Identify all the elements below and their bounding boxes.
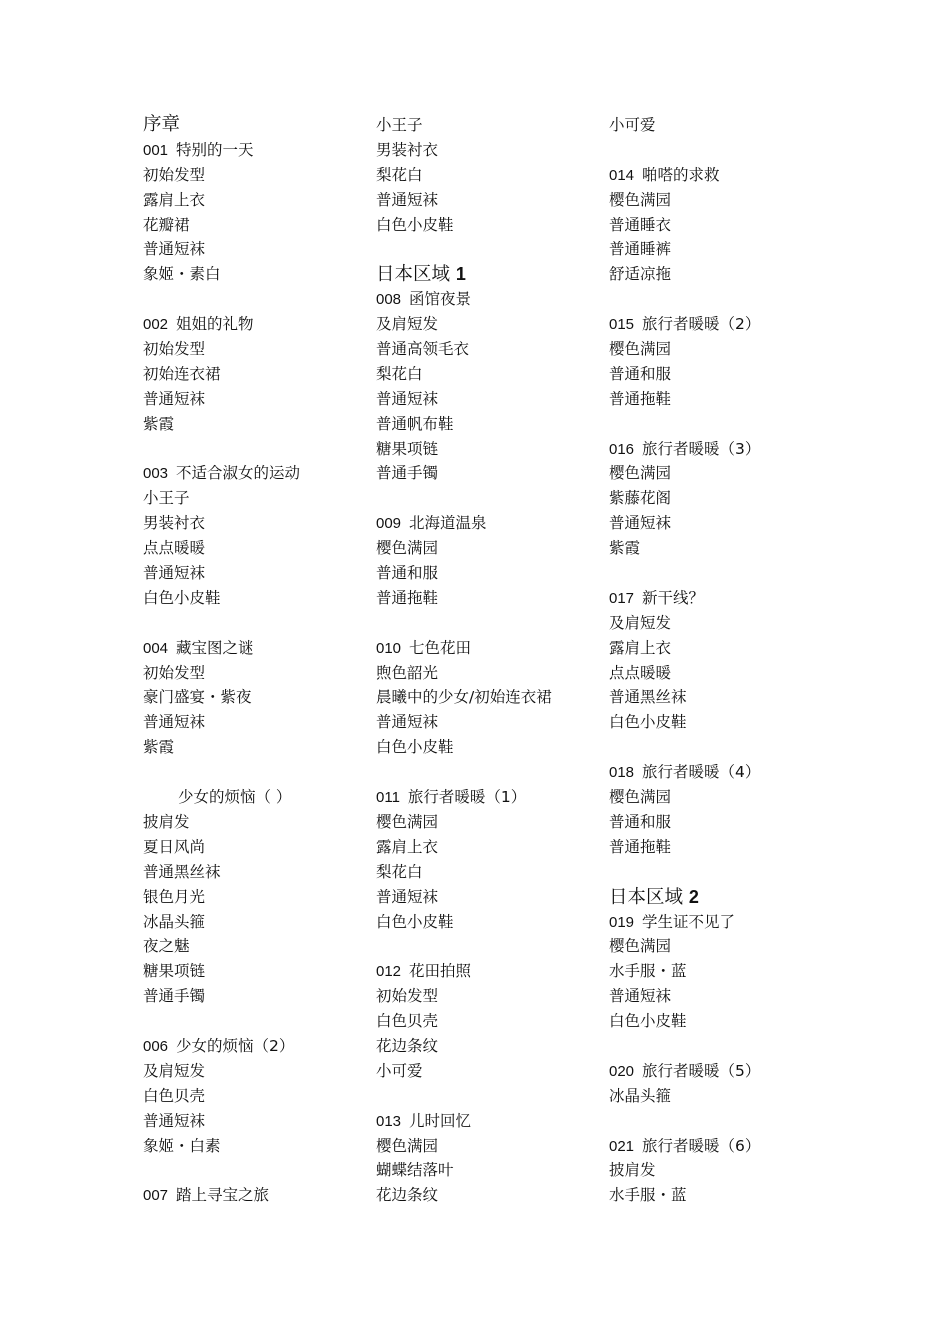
- outfit-item: [376, 138, 601, 163]
- chapter-number: 013: [376, 1112, 402, 1130]
- item-label: 初始发型: [143, 165, 206, 184]
- item-label: 男装衬衣: [376, 140, 439, 159]
- outfit-item: [376, 1034, 601, 1059]
- chapter-number: 021: [609, 1137, 635, 1155]
- item-label: 普通短袜: [376, 887, 439, 906]
- outfit-item: [376, 362, 601, 387]
- item-label: 小王子: [143, 489, 190, 508]
- item-label: 白色贝壳: [143, 1086, 206, 1105]
- item-label: 普通短袜: [143, 1111, 206, 1130]
- item-label: 夜之魅: [143, 937, 190, 956]
- chapter-title: 特别的一天: [176, 140, 254, 159]
- item-label: 白色小皮鞋: [376, 738, 454, 757]
- item-label: 紫藤花阁: [609, 489, 672, 508]
- chapter-heading: [609, 437, 834, 462]
- outfit-item: [609, 835, 834, 860]
- outfit-item: [376, 910, 601, 935]
- item-label: 普通拖鞋: [609, 837, 672, 856]
- chapter-heading: [609, 1059, 834, 1084]
- blank-line: [376, 760, 601, 785]
- chapter-number: 001: [143, 141, 169, 159]
- outfit-item: [143, 586, 368, 611]
- outfit-item: [609, 1158, 834, 1183]
- item-label: 普通黑丝袜: [609, 688, 687, 707]
- item-label: 普通黑丝袜: [143, 862, 221, 881]
- chapter-heading: [143, 785, 368, 810]
- chapter-number: 018: [609, 764, 635, 782]
- chapter-number: 003: [143, 465, 169, 483]
- item-label: 普通手镯: [376, 464, 439, 483]
- outfit-item: [143, 1084, 368, 1109]
- outfit-item: [143, 237, 368, 262]
- blank-line: [376, 934, 601, 959]
- item-label: 普通帆布鞋: [376, 414, 454, 433]
- section-title: [143, 113, 368, 138]
- chapter-heading: [376, 1109, 601, 1134]
- outfit-item: [143, 810, 368, 835]
- outfit-item: [376, 661, 601, 686]
- item-label: 小王子: [376, 116, 423, 134]
- section-number: 1: [455, 264, 466, 285]
- outfit-item: [376, 536, 601, 561]
- chapter-number: 017: [609, 589, 635, 607]
- outfit-item: [376, 1183, 601, 1208]
- item-label: 及肩短发: [376, 315, 439, 334]
- chapter-heading: [143, 1034, 368, 1059]
- outfit-item: [143, 362, 368, 387]
- chapter-title: 花田拍照: [409, 962, 472, 981]
- chapter-number: 009: [376, 515, 402, 533]
- outfit-item: [376, 1009, 601, 1034]
- chapter-heading: [376, 785, 601, 810]
- item-label: 点点暖暖: [143, 539, 206, 558]
- item-label: 披肩发: [143, 812, 190, 831]
- outfit-item: [376, 163, 601, 188]
- blank-line: [609, 860, 834, 885]
- outfit-item: [609, 1183, 834, 1208]
- item-label: 樱色满园: [609, 937, 672, 956]
- chapter-title: 七色花田: [409, 638, 472, 657]
- item-label: 普通短袜: [143, 564, 206, 583]
- outfit-item: [376, 860, 601, 885]
- section-label: 日本区域: [609, 886, 684, 908]
- outfit-item: [376, 586, 601, 611]
- blank-line: [609, 1109, 834, 1134]
- outfit-item: [609, 262, 834, 287]
- blank-line: [143, 611, 368, 636]
- item-label: 及肩短发: [143, 1061, 206, 1080]
- column-2: [376, 113, 601, 1208]
- chapter-title: 儿时回忆: [409, 1111, 472, 1130]
- outfit-item: [376, 387, 601, 412]
- outfit-item: [609, 188, 834, 213]
- item-label: 象姬・素白: [143, 265, 221, 284]
- outfit-item: [609, 810, 834, 835]
- item-label: 普通拖鞋: [376, 588, 439, 607]
- item-label: 花瓣裙: [143, 215, 190, 234]
- outfit-item: [143, 661, 368, 686]
- outfit-item: [609, 511, 834, 536]
- item-label: 普通高领毛衣: [376, 340, 470, 359]
- outfit-item: [143, 685, 368, 710]
- outfit-item: [143, 1059, 368, 1084]
- chapter-heading: [143, 312, 368, 337]
- chapter-heading: [376, 636, 601, 661]
- item-label: 及肩短发: [609, 613, 672, 632]
- item-label: 普通和服: [609, 364, 672, 383]
- section-label: 序章: [143, 114, 181, 135]
- section-number: 2: [688, 886, 699, 907]
- outfit-item: [143, 710, 368, 735]
- item-label: 普通睡裤: [609, 240, 672, 259]
- chapter-heading: [143, 636, 368, 661]
- outfit-item: [609, 934, 834, 959]
- outfit-item: [143, 337, 368, 362]
- item-label: 普通短袜: [143, 240, 206, 259]
- chapter-title: 少女的烦恼（ ）: [178, 788, 292, 807]
- chapter-heading: [376, 511, 601, 536]
- outfit-item: [609, 959, 834, 984]
- blank-line: [143, 287, 368, 312]
- outfit-item: [143, 536, 368, 561]
- chapter-heading: [143, 461, 368, 486]
- chapter-number: 010: [376, 639, 402, 657]
- outfit-item: [376, 885, 601, 910]
- outfit-item: [609, 337, 834, 362]
- item-label: 普通短袜: [376, 190, 439, 209]
- item-label: 露肩上衣: [376, 837, 439, 856]
- blank-line: [376, 611, 601, 636]
- item-label: 水手服・蓝: [609, 1186, 687, 1205]
- item-label: 初始发型: [376, 987, 439, 1006]
- item-label: 普通短袜: [609, 987, 672, 1006]
- blank-line: [376, 1084, 601, 1109]
- outfit-item: [143, 885, 368, 910]
- outfit-item: [609, 213, 834, 238]
- outfit-item: [143, 412, 368, 437]
- chapter-title: 旅行者暖暖（3）: [642, 439, 761, 458]
- chapter-number: 007: [143, 1187, 169, 1205]
- outfit-item: [376, 710, 601, 735]
- item-label: 普通短袜: [376, 389, 439, 408]
- chapter-heading: [609, 1134, 834, 1159]
- item-label: 点点暖暖: [609, 663, 672, 682]
- outfit-item: [376, 984, 601, 1009]
- blank-line: [609, 735, 834, 760]
- section-title: [376, 262, 601, 287]
- outfit-item: [143, 188, 368, 213]
- item-label: 象姬・白素: [143, 1136, 221, 1155]
- blank-line: [609, 412, 834, 437]
- item-label: 白色小皮鞋: [609, 713, 687, 732]
- outfit-item: [376, 188, 601, 213]
- item-label: 樱色满园: [609, 788, 672, 807]
- item-label: 夏日风尚: [143, 837, 206, 856]
- item-label: 蝴蝶结落叶: [376, 1161, 454, 1180]
- chapter-number: 008: [376, 291, 402, 309]
- item-label: 普通短袜: [143, 713, 206, 732]
- chapter-title: 姐姐的礼物: [176, 315, 254, 334]
- outfit-item: [609, 1084, 834, 1109]
- outfit-item: [143, 387, 368, 412]
- section-label: 日本区域: [376, 264, 451, 286]
- item-label: 白色小皮鞋: [376, 912, 454, 931]
- chapter-heading: [609, 910, 834, 935]
- item-label: 樱色满园: [609, 190, 672, 209]
- outfit-item: [609, 1009, 834, 1034]
- item-label: 露肩上衣: [609, 638, 672, 657]
- outfit-item: [376, 461, 601, 486]
- item-label: 普通拖鞋: [609, 389, 672, 408]
- chapter-heading: [609, 163, 834, 188]
- chapter-heading: [376, 287, 601, 312]
- item-label: 白色小皮鞋: [143, 588, 221, 607]
- chapter-heading: [609, 586, 834, 611]
- blank-line: [143, 1158, 368, 1183]
- outfit-item: [376, 735, 601, 760]
- item-label: 樱色满园: [376, 812, 439, 831]
- item-label: 初始发型: [143, 663, 206, 682]
- outfit-item: [143, 511, 368, 536]
- chapter-heading: [609, 312, 834, 337]
- chapter-number: 020: [609, 1062, 635, 1080]
- chapter-heading: [376, 959, 601, 984]
- item-label: 小可爱: [376, 1061, 423, 1080]
- item-label: 普通短袜: [609, 514, 672, 533]
- chapter-number: 016: [609, 440, 635, 458]
- outfit-item: [143, 1109, 368, 1134]
- blank-line: [609, 287, 834, 312]
- outfit-item: [609, 785, 834, 810]
- outfit-item: [609, 536, 834, 561]
- outfit-item: [609, 685, 834, 710]
- outfit-item: [143, 1134, 368, 1159]
- chapter-number: 019: [609, 913, 635, 931]
- item-label: 冰晶头箍: [143, 912, 206, 931]
- outfit-item: [143, 262, 368, 287]
- outfit-item: [376, 337, 601, 362]
- item-label: 白色小皮鞋: [609, 1012, 687, 1031]
- chapter-heading: [609, 760, 834, 785]
- item-label: 舒适凉拖: [609, 265, 672, 284]
- item-label: 水手服・蓝: [609, 962, 687, 981]
- chapter-title: 旅行者暖暖（5）: [642, 1061, 761, 1080]
- item-label: 普通手镯: [143, 987, 206, 1006]
- outfit-item: [376, 1158, 601, 1183]
- outfit-item: [376, 437, 601, 462]
- outfit-item: [609, 710, 834, 735]
- outfit-item: [376, 412, 601, 437]
- chapter-title: 不适合淑女的运动: [176, 464, 301, 483]
- item-label: 晨曦中的少女/初始连衣裙: [376, 688, 552, 707]
- outfit-item: [376, 810, 601, 835]
- outfit-item: [143, 486, 368, 511]
- item-label: 梨花白: [376, 862, 423, 881]
- item-label: 紫霞: [609, 539, 641, 558]
- blank-line: [376, 486, 601, 511]
- outfit-item: [376, 312, 601, 337]
- outfit-item: [376, 1059, 601, 1084]
- item-label: 樱色满园: [609, 464, 672, 483]
- item-label: 露肩上衣: [143, 190, 206, 209]
- item-label: 花边条纹: [376, 1186, 439, 1205]
- outfit-item: [376, 1134, 601, 1159]
- item-label: 紫霞: [143, 738, 175, 757]
- outfit-item: [609, 113, 834, 138]
- chapter-number: 015: [609, 316, 635, 334]
- chapter-title: 北海道温泉: [409, 514, 487, 533]
- item-label: 男装衬衣: [143, 514, 206, 533]
- item-label: 冰晶头箍: [609, 1086, 672, 1105]
- chapter-title: 踏上寻宝之旅: [176, 1186, 270, 1205]
- item-label: 白色贝壳: [376, 1012, 439, 1031]
- chapter-number: 014: [609, 166, 635, 184]
- chapter-title: 旅行者暖暖（2）: [642, 315, 761, 334]
- blank-line: [609, 561, 834, 586]
- chapter-number: 002: [143, 316, 169, 334]
- item-label: 煦色韶光: [376, 663, 439, 682]
- item-label: 梨花白: [376, 165, 423, 184]
- blank-line: [609, 138, 834, 163]
- chapter-title: 啪嗒的求救: [642, 165, 720, 184]
- outfit-item: [376, 685, 601, 710]
- chapter-title: 函馆夜景: [409, 290, 472, 309]
- item-label: 紫霞: [143, 414, 175, 433]
- chapter-number: 004: [143, 639, 169, 657]
- section-title: [609, 885, 834, 910]
- outfit-item: [609, 237, 834, 262]
- outfit-item: [609, 387, 834, 412]
- outfit-item: [376, 835, 601, 860]
- chapter-title: 旅行者暖暖（6）: [642, 1136, 761, 1155]
- outfit-item: [143, 910, 368, 935]
- chapter-title: 新干线？: [642, 588, 705, 607]
- item-label: 豪门盛宴・紫夜: [143, 688, 252, 707]
- chapter-number: 011: [376, 789, 400, 807]
- chapter-number: 012: [376, 963, 402, 981]
- item-label: 樱色满园: [376, 539, 439, 558]
- outfit-item: [143, 163, 368, 188]
- outfit-item: [143, 959, 368, 984]
- column-1: [143, 113, 368, 1208]
- item-label: 普通短袜: [143, 389, 206, 408]
- blank-line: [143, 760, 368, 785]
- item-label: 小可爱: [609, 116, 656, 134]
- outfit-item: [143, 934, 368, 959]
- blank-line: [143, 1009, 368, 1034]
- chapter-title: 少女的烦恼（2）: [176, 1036, 295, 1055]
- outfit-item: [376, 113, 601, 138]
- item-label: 初始连衣裙: [143, 364, 221, 383]
- item-label: 糖果项链: [143, 962, 206, 981]
- outfit-item: [143, 860, 368, 885]
- item-label: 樱色满园: [376, 1136, 439, 1155]
- chapter-heading: [143, 1183, 368, 1208]
- chapter-number: 006: [143, 1037, 169, 1055]
- item-label: 梨花白: [376, 364, 423, 383]
- item-label: 银色月光: [143, 887, 206, 906]
- item-label: 白色小皮鞋: [376, 215, 454, 234]
- item-label: 樱色满园: [609, 340, 672, 359]
- outfit-item: [376, 213, 601, 238]
- item-label: 糖果项链: [376, 439, 439, 458]
- outfit-item: [609, 984, 834, 1009]
- outfit-item: [609, 461, 834, 486]
- item-label: 普通睡衣: [609, 215, 672, 234]
- outfit-item: [143, 984, 368, 1009]
- item-label: 披肩发: [609, 1161, 656, 1180]
- outfit-item: [143, 735, 368, 760]
- outfit-item: [609, 611, 834, 636]
- chapter-title: 旅行者暖暖（4）: [642, 763, 761, 782]
- outfit-item: [609, 362, 834, 387]
- outfit-item: [376, 561, 601, 586]
- outfit-item: [609, 636, 834, 661]
- outfit-item: [143, 835, 368, 860]
- outfit-item: [609, 661, 834, 686]
- blank-line: [143, 437, 368, 462]
- chapter-title: 旅行者暖暖（1）: [407, 788, 527, 807]
- chapter-title: 学生证不见了: [642, 912, 736, 931]
- chapter-title: 藏宝图之谜: [176, 638, 254, 657]
- column-3: [609, 113, 834, 1208]
- item-label: 普通和服: [609, 812, 672, 831]
- item-label: 初始发型: [143, 340, 206, 359]
- outfit-item: [143, 561, 368, 586]
- blank-line: [609, 1034, 834, 1059]
- outfit-item: [143, 213, 368, 238]
- chapter-heading: [143, 138, 368, 163]
- item-label: 花边条纹: [376, 1036, 439, 1055]
- outfit-item: [609, 486, 834, 511]
- item-label: 普通和服: [376, 564, 439, 583]
- blank-line: [376, 237, 601, 262]
- item-label: 普通短袜: [376, 713, 439, 732]
